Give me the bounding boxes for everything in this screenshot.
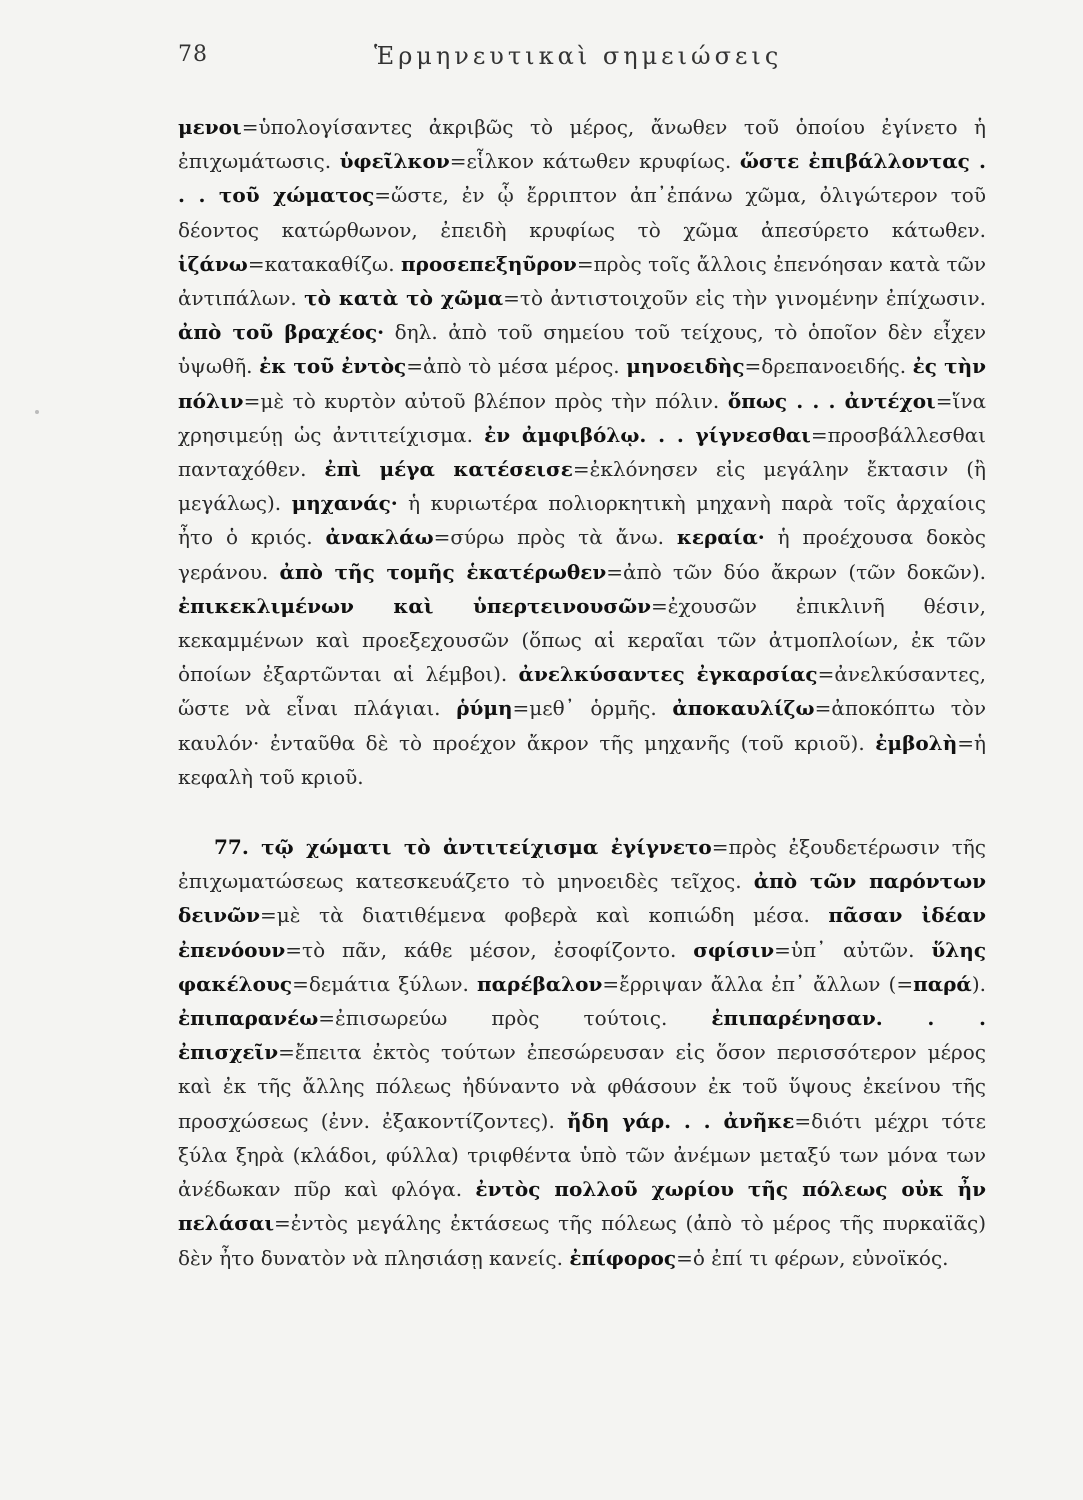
lemma: ἐς τὴν πόλιν (178, 354, 986, 413)
paragraph-2 (178, 830, 986, 1275)
gloss: δηλ. ἀπὸ τοῦ σημείου τοῦ τείχους, τὸ ὁποῖον δὲν εἶχεν ὑψωθῆ. (178, 320, 987, 379)
gloss: =ἀνελκύσαντες, ὥστε νὰ εἶναι πλάγιαι. (178, 662, 986, 721)
lemma: ἀνελκύσαντες ἐγκαρσίας (518, 662, 818, 687)
paragraph-2-text (178, 830, 986, 1275)
gloss: =ἔρριψαν ἄλλα ἐπ᾿ ἄλλων (= (602, 971, 914, 996)
lemma: μενοι (178, 115, 242, 139)
gloss: =πρὸς τοῖς ἄλλοις ἐπενόησαν κατὰ τῶν ἀντιπάλων. (178, 251, 986, 311)
commentary-body (178, 110, 986, 1275)
lemma: ἀποκαυλίζω (672, 696, 815, 721)
gloss: =ὑπ᾿ αὐτῶν. (774, 937, 932, 962)
gloss: ἡ κυριωτέρα πολιορκητικὴ μηχανὴ παρὰ τοῖς ἀρχαίοις ἦτο ὁ κριός. (178, 491, 986, 550)
gloss: =ἐντὸς μεγάλης ἐκτάσεως τῆς πόλεως (ἀπὸ τὸ μέρος τῆς πυρκαϊᾶς) δὲν ἦτο δυνατὸν νὰ πλησιάσῃ κανείς. (178, 1211, 986, 1270)
lemma: ἐπίφορος (569, 1245, 677, 1270)
gloss: =ἀπὸ τὸ μέσα μέρος. (406, 354, 627, 379)
gloss: =ἔπειτα ἐκτὸς τούτων ἐπεσώρευσαν εἰς ὅσον περισσότερον μέρος καὶ ἐκ τῆς ἄλλης πόλεως ἠδύναντο νὰ φθάσουν ἐκ τοῦ ὕψους ἐκείνου τῆς προσχώσεως (ἐνν. ἐξακοντίζοντες). (178, 1040, 986, 1133)
lemma: ῥύμη (456, 696, 513, 721)
gloss: =δεμάτια ξύλων. (292, 971, 477, 996)
lemma: ἀνακλάω (325, 525, 434, 550)
lemma: παρά (913, 971, 972, 996)
lemma: προσεπεξηῦρον (401, 251, 577, 276)
lemma: ἱζάνω (178, 251, 248, 276)
gloss: =προσβάλλεσθαι πανταχόθεν. (178, 422, 987, 482)
gloss: =μὲ τὸ κυρτὸν αὐτοῦ βλέπον πρὸς τὴν πόλιν. (243, 388, 728, 413)
paragraph-1 (178, 110, 986, 794)
lemma: ἀπὸ τοῦ βραχέος· (178, 320, 385, 345)
gloss: ). (971, 971, 986, 996)
gloss: ἡ προέχουσα δοκὸς γεράνου. (178, 525, 986, 584)
lemma: ἐπιπαρανέω (178, 1006, 319, 1031)
gloss: =τὸ πᾶν, κάθε μέσον, ἐσοφίζοντο. (285, 937, 694, 962)
running-title: Ἑρμηνευτικαὶ σημειώσεις (374, 42, 783, 70)
lemma: ἐπικεκλιμένων καὶ ὑπερτεινουσῶν (178, 593, 651, 618)
lemma: ἐντὸς πολλοῦ χωρίου τῆς πόλεως οὐκ ἦν πελάσαι (178, 1177, 986, 1236)
gloss: =σύρω πρὸς τὰ ἄνω. (433, 525, 677, 550)
gloss: =ἡ κεφαλὴ τοῦ κριοῦ. (178, 730, 986, 789)
gloss: =μεθ᾿ ὁρμῆς. (512, 696, 673, 721)
gloss: =ἐπισωρεύω πρὸς τούτοις. (318, 1006, 712, 1031)
gloss: =διότι μέχρι τότε ξύλα ξηρὰ (κλάδοι, φύλλα) τριφθέντα ὑπὸ τῶν ἀνέμων μεταξύ των μόνα των ἀνέδωκαν πῦρ καὶ φλόγα. (178, 1108, 986, 1202)
lemma: ἐπιπαρένησαν. . . ἐπισχεῖν (178, 1006, 986, 1065)
page-number: 78 (178, 42, 208, 67)
gloss: =ἐχουσῶν ἐπικλινῆ θέσιν, κεκαμμένων καὶ προεξεχουσῶν (ὅπως αἱ κεραῖαι τῶν ἀτμοπλοίων, ἐκ τῶν ὁποίων ἐξαρτῶνται αἱ λέμβοι). (178, 593, 987, 687)
gloss: =ἐκλόνησεν εἰς μεγάλην ἔκτασιν (ἢ μεγάλως). (178, 457, 986, 516)
margin-speck (35, 410, 39, 414)
lemma: πᾶσαν ἰδέαν ἐπενόουν (178, 903, 986, 962)
lemma: ὕλης φακέλους (178, 937, 986, 996)
gloss: =ὑπολογίσαντες ἀκριβῶς τὸ μέρος, ἄνωθεν τοῦ ὁποίου ἐγίνετο ἡ ἐπιχωμάτωσις. (178, 115, 986, 174)
lemma: ἐμβολὴ (875, 730, 958, 755)
lemma: ἐπὶ μέγα κατέσεισε (324, 457, 573, 482)
lemma: σφίσιν (693, 937, 775, 962)
lemma: παρέβαλον (477, 971, 603, 996)
lemma: μηνοειδὴς (626, 354, 745, 379)
gloss: =ὁ ἐπί τι φέρων, εὐνοϊκός. (676, 1245, 949, 1270)
lemma: κεραία· (676, 525, 765, 550)
page-header (178, 42, 988, 82)
gloss: =τὸ ἀντιστοιχοῦν εἰς τὴν γινομένην ἐπίχωσιν. (503, 286, 987, 311)
lemma: ἀπὸ τῶν παρόντων δεινῶν (178, 869, 986, 928)
lemma: ὥστε ἐπιβάλλοντας . . . τοῦ χώματος (178, 149, 986, 208)
lemma: ἐν ἀμφιβόλῳ. . . γίγνεσθαι (484, 422, 811, 447)
lemma: 77. τῷ χώματι τὸ ἀντιτείχισμα ἐγίγνετο (214, 835, 712, 860)
gloss: =ἀποκόπτω τὸν καυλόν· ἐνταῦθα δὲ τὸ προέχον ἄκρον τῆς μηχανῆς (τοῦ κριοῦ). (178, 696, 986, 755)
gloss: =κατακαθίζω. (247, 251, 402, 276)
lemma: ἐκ τοῦ ἐντὸς (259, 354, 407, 379)
gloss: =μὲ τὰ διατιθέμενα φοβερὰ καὶ κοπιώδη μέσα. (259, 903, 829, 928)
gloss: =πρὸς ἐξουδετέρωσιν τῆς ἐπιχωματώσεως κατεσκευάζετο τὸ μηνοειδὲς τεῖχος. (178, 835, 986, 894)
gloss: =δρεπανοειδής. (744, 354, 913, 379)
paragraph-1-text (178, 110, 986, 794)
gloss: =ἵνα χρησιμεύῃ ὡς ἀντιτείχισμα. (178, 388, 986, 447)
lemma: ὅπως . . . ἀντέχοι (727, 388, 936, 413)
gloss: =εἷλκον κάτωθεν κρυφίως. (449, 149, 740, 174)
lemma: ὑφεῖλκον (339, 149, 450, 174)
lemma: τὸ κατὰ τὸ χῶμα (304, 286, 504, 311)
gloss: =ἀπὸ τῶν δύο ἄκρων (τῶν δοκῶν). (606, 559, 987, 584)
lemma: μηχανάς· (291, 491, 398, 516)
gloss: =ὥστε, ἐν ᾧ ἔρριπτον ἀπ᾿ἐπάνω χῶμα, ὀλιγώτερον τοῦ δέοντος κατώρθωνον, ἐπειδὴ κρυφίως τὸ χῶμα ἀπεσύρετο κάτωθεν. (178, 183, 986, 242)
lemma: ἀπὸ τῆς τομῆς ἑκατέρωθεν (279, 559, 607, 584)
lemma: ἤδη γάρ. . . ἀνῆκε (567, 1108, 795, 1133)
